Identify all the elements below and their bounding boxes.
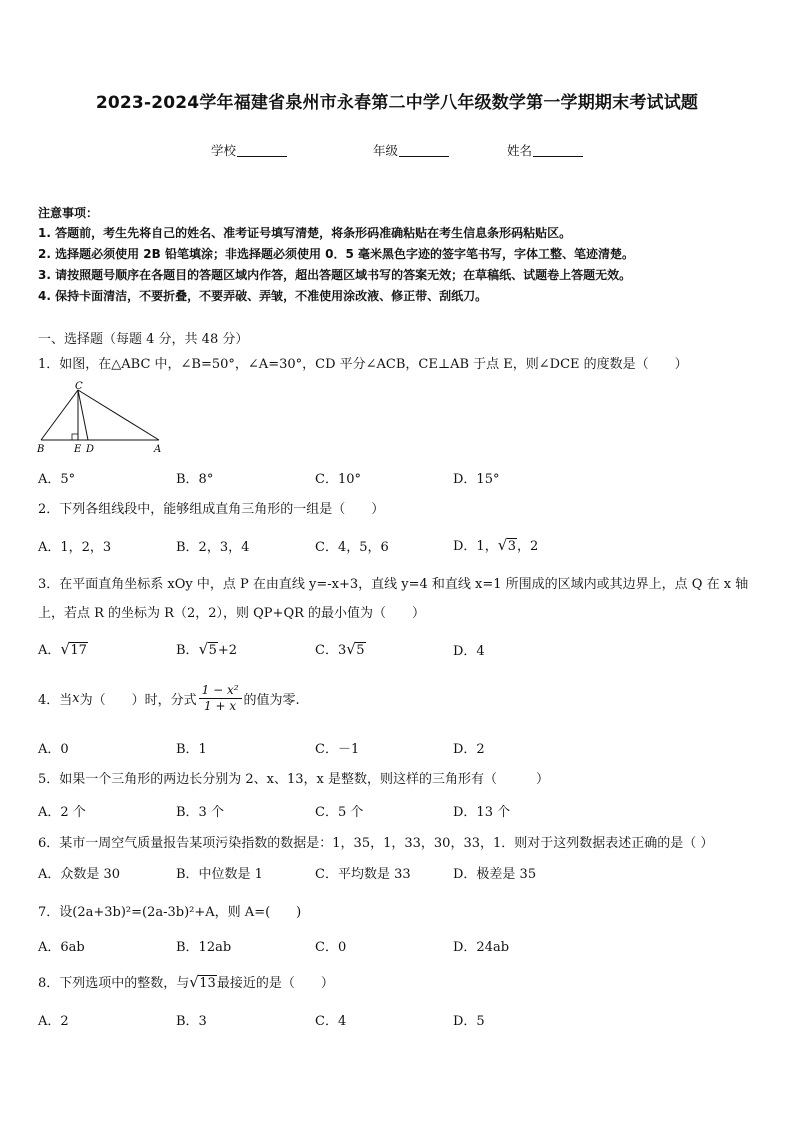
question-1-text: 1．如图，在△ABC 中，∠B=50°，∠A=30°，CD 平分∠ACB，CE⊥AB 于点 E，则∠DCE 的度数是（ ）	[38, 357, 688, 372]
school-blank[interactable]	[237, 143, 287, 157]
question-8-text	[38, 972, 334, 991]
notice-heading: 注意事项：	[38, 206, 99, 220]
option-a-prefix: A．	[38, 643, 61, 658]
notice-item: 2. 选择题必须使用 2B 铅笔填涂；非选择题必须使用 0．5 毫米黑色字迹的签字笔书写，字体工整、笔迹清楚。	[38, 247, 634, 261]
sqrt-13: √ 13	[189, 973, 216, 991]
notice-item: 4. 保持卡面清洁，不要折叠，不要弄破、弄皱，不准使用涂改液、修正带、刮纸刀。	[38, 289, 488, 303]
notice-item: 3. 请按照题号顺序在各题目的答题区域内作答，超出答题区域书写的答案无效；在草稿纸、试题卷上答题无效。	[38, 268, 632, 282]
option-c[interactable]: C．10°	[315, 472, 361, 487]
grade-blank[interactable]	[399, 143, 449, 157]
question-2-text: 2．下列各组线段中，能够组成直角三角形的一组是（ ）	[38, 502, 385, 517]
option-c[interactable]: C．平均数是 33	[315, 867, 411, 882]
question-3-line-2: 上，若点 R 的坐标为 R（2，2），则 QP+QR 的最小值为（ ）	[38, 606, 426, 621]
option-b[interactable]: B．中位数是 1	[176, 867, 263, 882]
option-b[interactable]: B．3 个	[176, 805, 224, 820]
option-b[interactable]: B．1	[176, 742, 207, 757]
name-label: 姓名	[507, 143, 533, 158]
label-b: B	[37, 444, 45, 455]
grade-label: 年级	[373, 143, 399, 158]
option-a[interactable]: A．众数是 30	[38, 867, 121, 882]
option-d[interactable]: D．15°	[453, 472, 500, 487]
school-label: 学校	[211, 143, 237, 158]
option-d[interactable]: D．极差是 35	[453, 867, 537, 882]
option-c[interactable]: C．0	[315, 940, 347, 955]
option-a[interactable]: A．5°	[38, 472, 76, 487]
option-b-prefix: B．	[176, 643, 199, 658]
fraction-numerator: 1 − x²	[199, 683, 242, 699]
option-c[interactable]: C．－1	[315, 742, 360, 757]
option-a[interactable]: A．0	[38, 742, 69, 757]
option-d[interactable]: D．13 个	[453, 805, 511, 820]
option-a[interactable]: A．1，2，3	[38, 540, 112, 555]
option-c[interactable]	[315, 639, 366, 658]
option-b-suffix: +2	[217, 643, 238, 658]
option-d[interactable]: D．4	[453, 644, 485, 659]
fraction	[199, 683, 242, 714]
option-a[interactable]: A．2 个	[38, 805, 86, 820]
page-title: 2023-2024学年福建省泉州市永春第二中学八年级数学第一学期期末考试试题	[95, 93, 699, 113]
sqrt-17: √ 17	[60, 640, 87, 658]
q4-prefix: 4．当	[38, 693, 73, 708]
school-field[interactable]	[211, 141, 287, 159]
option-a[interactable]: A．6ab	[38, 940, 85, 955]
q4-middle: 为（ ）时，分式	[79, 693, 197, 708]
question-6-text: 6．某市一周空气质量报告某项污染指数的数据是：1，35，1，33，30，33，1．则对于这列数据表述正确的是（ ）	[38, 836, 714, 851]
option-c[interactable]: C．5 个	[315, 805, 364, 820]
label-c: C	[75, 381, 83, 392]
option-d[interactable]: D．24ab	[453, 940, 510, 955]
option-b[interactable]: B．2，3，4	[176, 540, 250, 555]
option-b[interactable]: B．3	[176, 1014, 207, 1029]
option-a[interactable]: A．2	[38, 1014, 69, 1029]
question-7-text: 7．设(2a+3b)²=(2a-3b)²+A，则 A=( )	[38, 905, 302, 920]
sqrt-5: √ 5	[198, 640, 217, 658]
option-d-suffix: ，2	[516, 539, 539, 554]
triangle-figure	[36, 380, 166, 455]
option-d[interactable]: D．2	[453, 742, 485, 757]
label-d: D	[86, 444, 95, 455]
option-d[interactable]	[453, 535, 538, 554]
question-5-text: 5．如果一个三角形的两边长分别为 2、x、13，x 是整数，则这样的三角形有（ ）	[38, 772, 550, 787]
option-b[interactable]	[176, 639, 237, 658]
option-b[interactable]: B．12ab	[176, 940, 232, 955]
sqrt-3: √ 3	[497, 536, 516, 554]
option-c[interactable]: C．4，5，6	[315, 540, 389, 555]
option-a[interactable]	[38, 639, 88, 658]
label-a: A	[154, 444, 162, 455]
option-c[interactable]: C．4	[315, 1014, 347, 1029]
q4-suffix: 的值为零.	[243, 693, 300, 708]
q4-variable: x	[72, 691, 80, 706]
section-heading: 一、选择题（每题 4 分，共 48 分）	[38, 332, 249, 347]
q8-suffix: 最接近的是（ ）	[216, 976, 334, 991]
option-c-prefix: C．3	[315, 643, 347, 658]
option-d-prefix: D．1，	[453, 539, 498, 554]
fraction-denominator: 1 + x	[204, 699, 237, 713]
option-d[interactable]: D．5	[453, 1014, 485, 1029]
q8-prefix: 8．下列选项中的整数，与	[38, 976, 190, 991]
sqrt-5: √ 5	[346, 640, 365, 658]
option-b[interactable]: B．8°	[176, 472, 214, 487]
grade-field[interactable]	[373, 141, 449, 159]
notice-item: 1. 答题前，考生先将自己的姓名、准考证号填写清楚，将条形码准确粘贴在考生信息条形码粘贴区。	[38, 226, 572, 240]
name-field[interactable]	[507, 141, 583, 159]
name-blank[interactable]	[533, 143, 583, 157]
question-4-text	[38, 683, 300, 714]
question-3-line-1: 3．在平面直角坐标系 xOy 中，点 P 在由直线 y=-x+3，直线 y=4 和直线 x=1 所围成的区域内或其边界上，点 Q 在 x 轴	[38, 577, 749, 592]
label-e: E	[74, 444, 82, 455]
